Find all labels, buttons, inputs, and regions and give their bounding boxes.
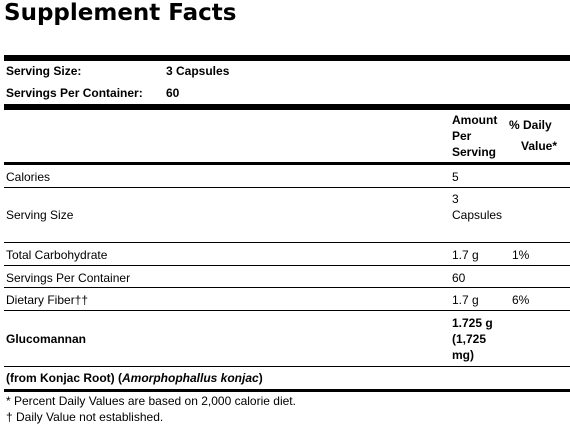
footnote-not-established: † Daily Value not established.	[6, 410, 164, 424]
servings-per-container-value: 60	[166, 86, 180, 100]
row-total-carb-dv: 1%	[512, 248, 530, 262]
row-divider	[4, 242, 570, 243]
row-calories-amount: 5	[452, 170, 459, 184]
amount-header-line2: Per	[452, 129, 472, 143]
source-latin-name: Amorphophallus konjac	[122, 371, 259, 385]
row-divider	[4, 310, 570, 311]
dv-header-line1: % Daily	[509, 118, 552, 132]
amount-header-line1: Amount	[452, 113, 498, 127]
row-servings-per-container-amount: 60	[452, 271, 466, 285]
row-total-carb-amount: 1.7 g	[452, 248, 479, 262]
row-servings-per-container-name: Servings Per Container	[6, 271, 131, 285]
top-divider	[4, 55, 570, 61]
row-divider	[4, 187, 570, 188]
row-serving-size-amount-line2: Capsules	[452, 208, 503, 222]
page-title: Supplement Facts	[4, 0, 237, 26]
row-dietary-fiber-amount: 1.7 g	[452, 293, 479, 307]
row-dietary-fiber-dv: 6%	[512, 293, 530, 307]
dv-header-line2: Value*	[521, 139, 558, 153]
servings-per-container-label: Servings Per Container:	[6, 86, 143, 100]
table-divider	[4, 162, 570, 165]
serving-size-label: Serving Size:	[6, 64, 82, 78]
row-total-carb-name: Total Carbohydrate	[6, 248, 108, 262]
row-glucomannan-amount-line2: (1,725	[452, 332, 487, 346]
footnote-divider	[4, 389, 570, 392]
row-serving-size-amount-line1: 3	[452, 192, 459, 206]
row-divider	[4, 287, 570, 288]
source-note	[6, 370, 263, 386]
row-glucomannan-amount-line1: 1.725 g	[452, 316, 493, 330]
row-divider	[4, 265, 570, 266]
row-divider	[4, 366, 570, 367]
row-dietary-fiber-name: Dietary Fiber††	[6, 293, 89, 307]
row-calories-name: Calories	[6, 170, 51, 184]
row-glucomannan-name: Glucomannan	[6, 332, 87, 346]
footnote-daily-values: * Percent Daily Values are based on 2,000 calorie diet.	[6, 394, 296, 408]
header-divider	[4, 104, 570, 110]
row-serving-size-name: Serving Size	[6, 208, 74, 222]
row-glucomannan-amount-line3: mg)	[452, 348, 474, 362]
source-prefix: (from Konjac Root) (	[6, 371, 122, 385]
amount-header-line3: Serving	[452, 145, 497, 159]
source-suffix: )	[258, 371, 263, 385]
serving-size-value: 3 Capsules	[166, 64, 230, 78]
